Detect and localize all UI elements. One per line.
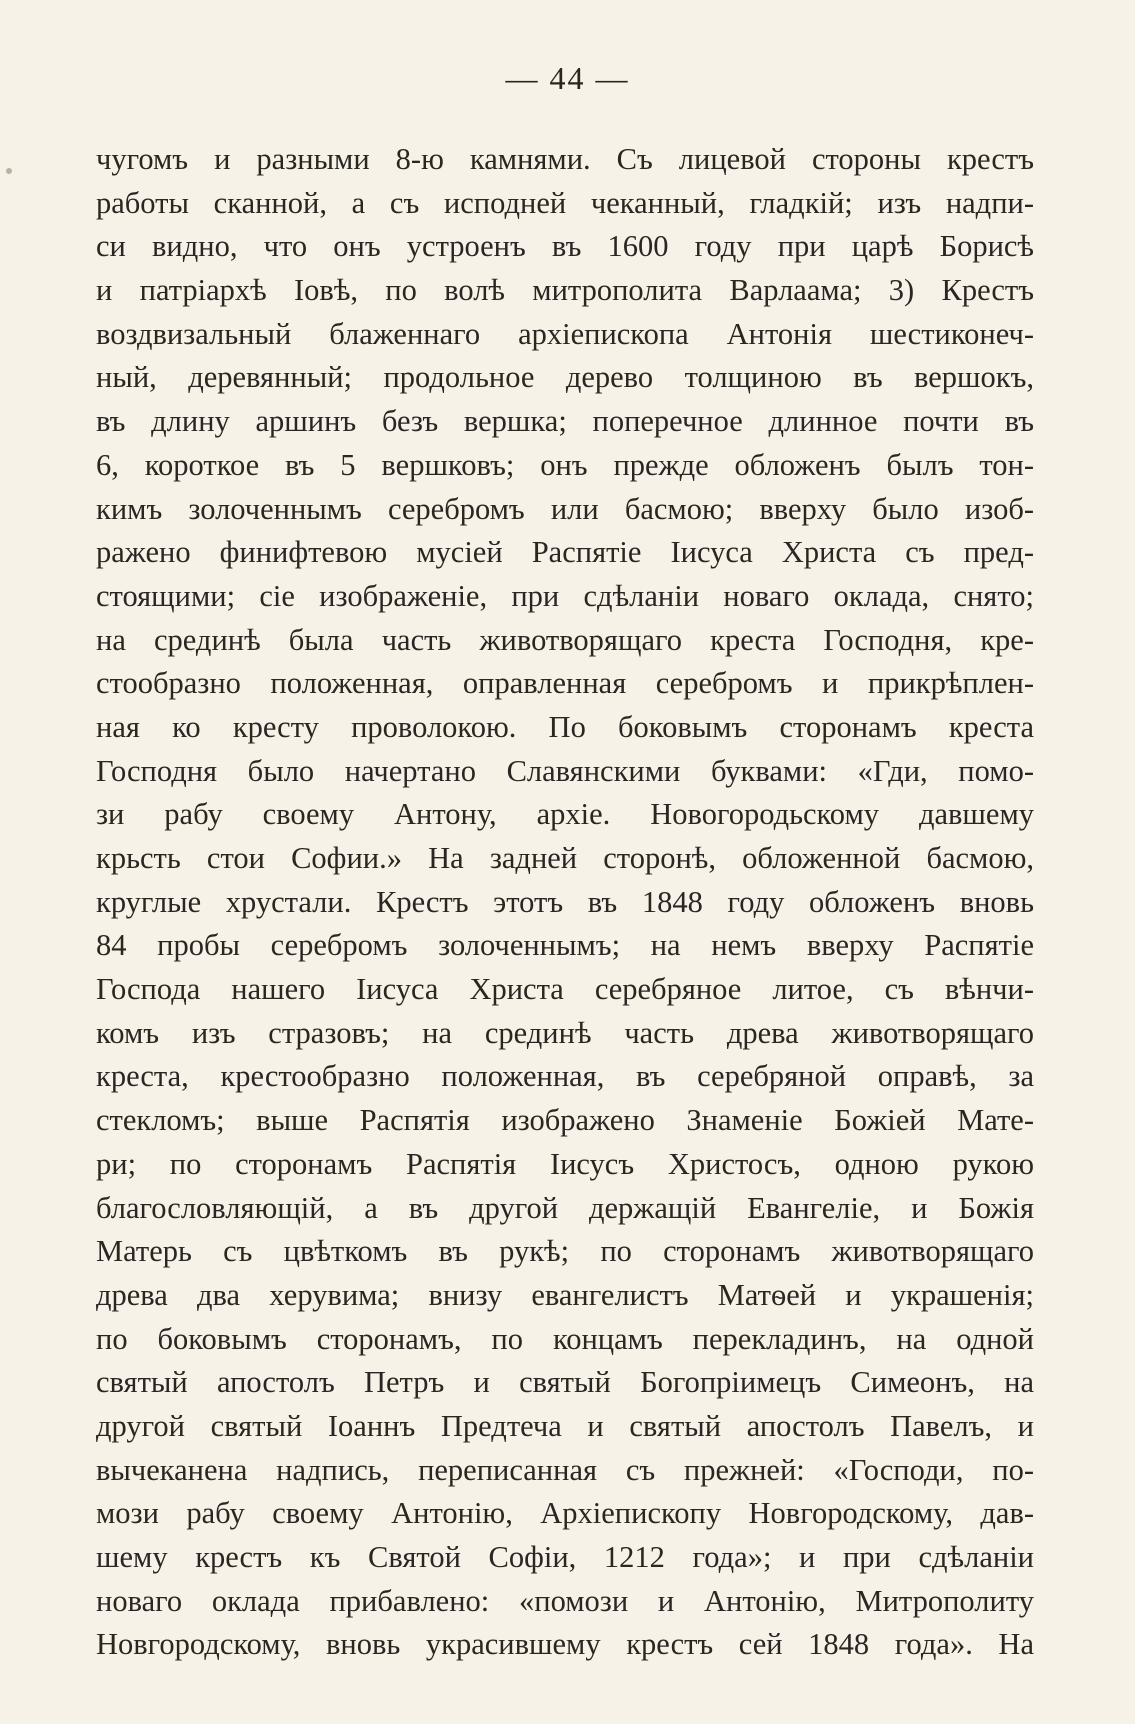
text-line: 6, короткое въ 5 вершковъ; онъ прежде обложенъ былъ тон-: [96, 447, 1034, 482]
text-line: Матерь съ цвѣткомъ въ рукѣ; по сторонамъ животворящаго: [96, 1234, 1034, 1269]
text-line: стекломъ; выше Распятія изображено Знаменіе Божіей Мате-: [96, 1103, 1034, 1138]
text-line: ражено финифтевою мусіей Распятіе Іисуса Христа съ пред-: [96, 535, 1034, 570]
text-line: кимъ золоченнымъ серебромъ или басмою; вверху было изоб-: [96, 491, 1034, 526]
text-line: воздвизальный блаженнаго архіепископа Антонія шестиконеч-: [96, 316, 1034, 351]
text-line: въ длину аршинъ безъ вершка; поперечное длинное почти въ: [96, 404, 1034, 439]
paper-speck: [6, 168, 12, 174]
text-line: стоящими; сіе изображеніе, при сдѣланіи новаго оклада, снято;: [96, 578, 1034, 613]
text-line: стообразно положенная, оправленная серебромъ и прикрѣплен-: [96, 666, 1034, 701]
text-line: ная ко кресту проволокою. По боковымъ сторонамъ креста: [96, 709, 1034, 744]
body-text: [96, 138, 1034, 1667]
text-line: и патріархѣ Іовѣ, по волѣ митрополита Варлаама; 3) Крестъ: [96, 273, 1034, 308]
text-line: креста, крестообразно положенная, въ серебряной оправѣ, за: [96, 1059, 1034, 1094]
text-line: работы сканной, а съ исподней чеканный, гладкій; изъ надпи-: [96, 185, 1034, 220]
text-line: мози рабу своему Антонію, Архіепископу Новгородскому, дав-: [96, 1496, 1034, 1531]
text-line: комъ изъ стразовъ; на срединѣ часть древа животворящаго: [96, 1015, 1034, 1050]
text-line: зи рабу своему Антону, архіе. Новогородьскому давшему: [96, 797, 1034, 832]
text-line: крьсть стои Софии.» На задней сторонѣ, обложенной басмою,: [96, 841, 1034, 875]
text-line: си видно, что онъ устроенъ въ 1600 году при царѣ Борисѣ: [96, 229, 1034, 264]
page-number: — 44 —: [505, 60, 630, 96]
text-line: Господня было начертано Славянскими буквами: «Гди, помо-: [96, 753, 1034, 788]
text-line: вычеканена надпись, переписанная съ прежней: «Господи, по-: [96, 1452, 1034, 1487]
text-line: 84 пробы серебромъ золоченнымъ; на немъ вверху Распятіе: [96, 928, 1034, 963]
text-line: благословляющій, а въ другой держащій Евангеліе, и Божія: [96, 1190, 1034, 1225]
text-line: круглые хрустали. Крестъ этотъ въ 1848 году обложенъ вновь: [96, 884, 1034, 919]
text-line: древа два херувима; внизу евангелистъ Матѳей и украшенія;: [96, 1277, 1034, 1312]
text-line: Господа нашего Іисуса Христа серебряное литое, съ вѣнчи-: [96, 972, 1034, 1007]
text-line: по боковымъ сторонамъ, по концамъ перекладинъ, на одной: [96, 1321, 1034, 1356]
text-line: чугомъ и разными 8-ю камнями. Съ лицевой стороны крестъ: [96, 142, 1034, 176]
text-line: ный, деревянный; продольное дерево толщиною въ вершокъ,: [96, 360, 1034, 395]
text-line: на срединѣ была часть животворящаго креста Господня, кре-: [96, 622, 1034, 657]
text-line: ри; по сторонамъ Распятія Іисусъ Христосъ, одною рукою: [96, 1146, 1034, 1181]
text-line: новаго оклада прибавлено: «помози и Антонію, Митрополиту: [96, 1583, 1034, 1618]
text-line: Новгородскому, вновь украсившему крестъ сей 1848 года». На: [96, 1627, 1034, 1662]
text-line: святый апостолъ Петръ и святый Богопріимецъ Симеонъ, на: [96, 1365, 1034, 1400]
text-line: другой святый Іоаннъ Предтеча и святый апостолъ Павелъ, и: [96, 1408, 1034, 1443]
text-line: шему крестъ къ Святой Софіи, 1212 года»; и при сдѣланіи: [96, 1540, 1034, 1574]
